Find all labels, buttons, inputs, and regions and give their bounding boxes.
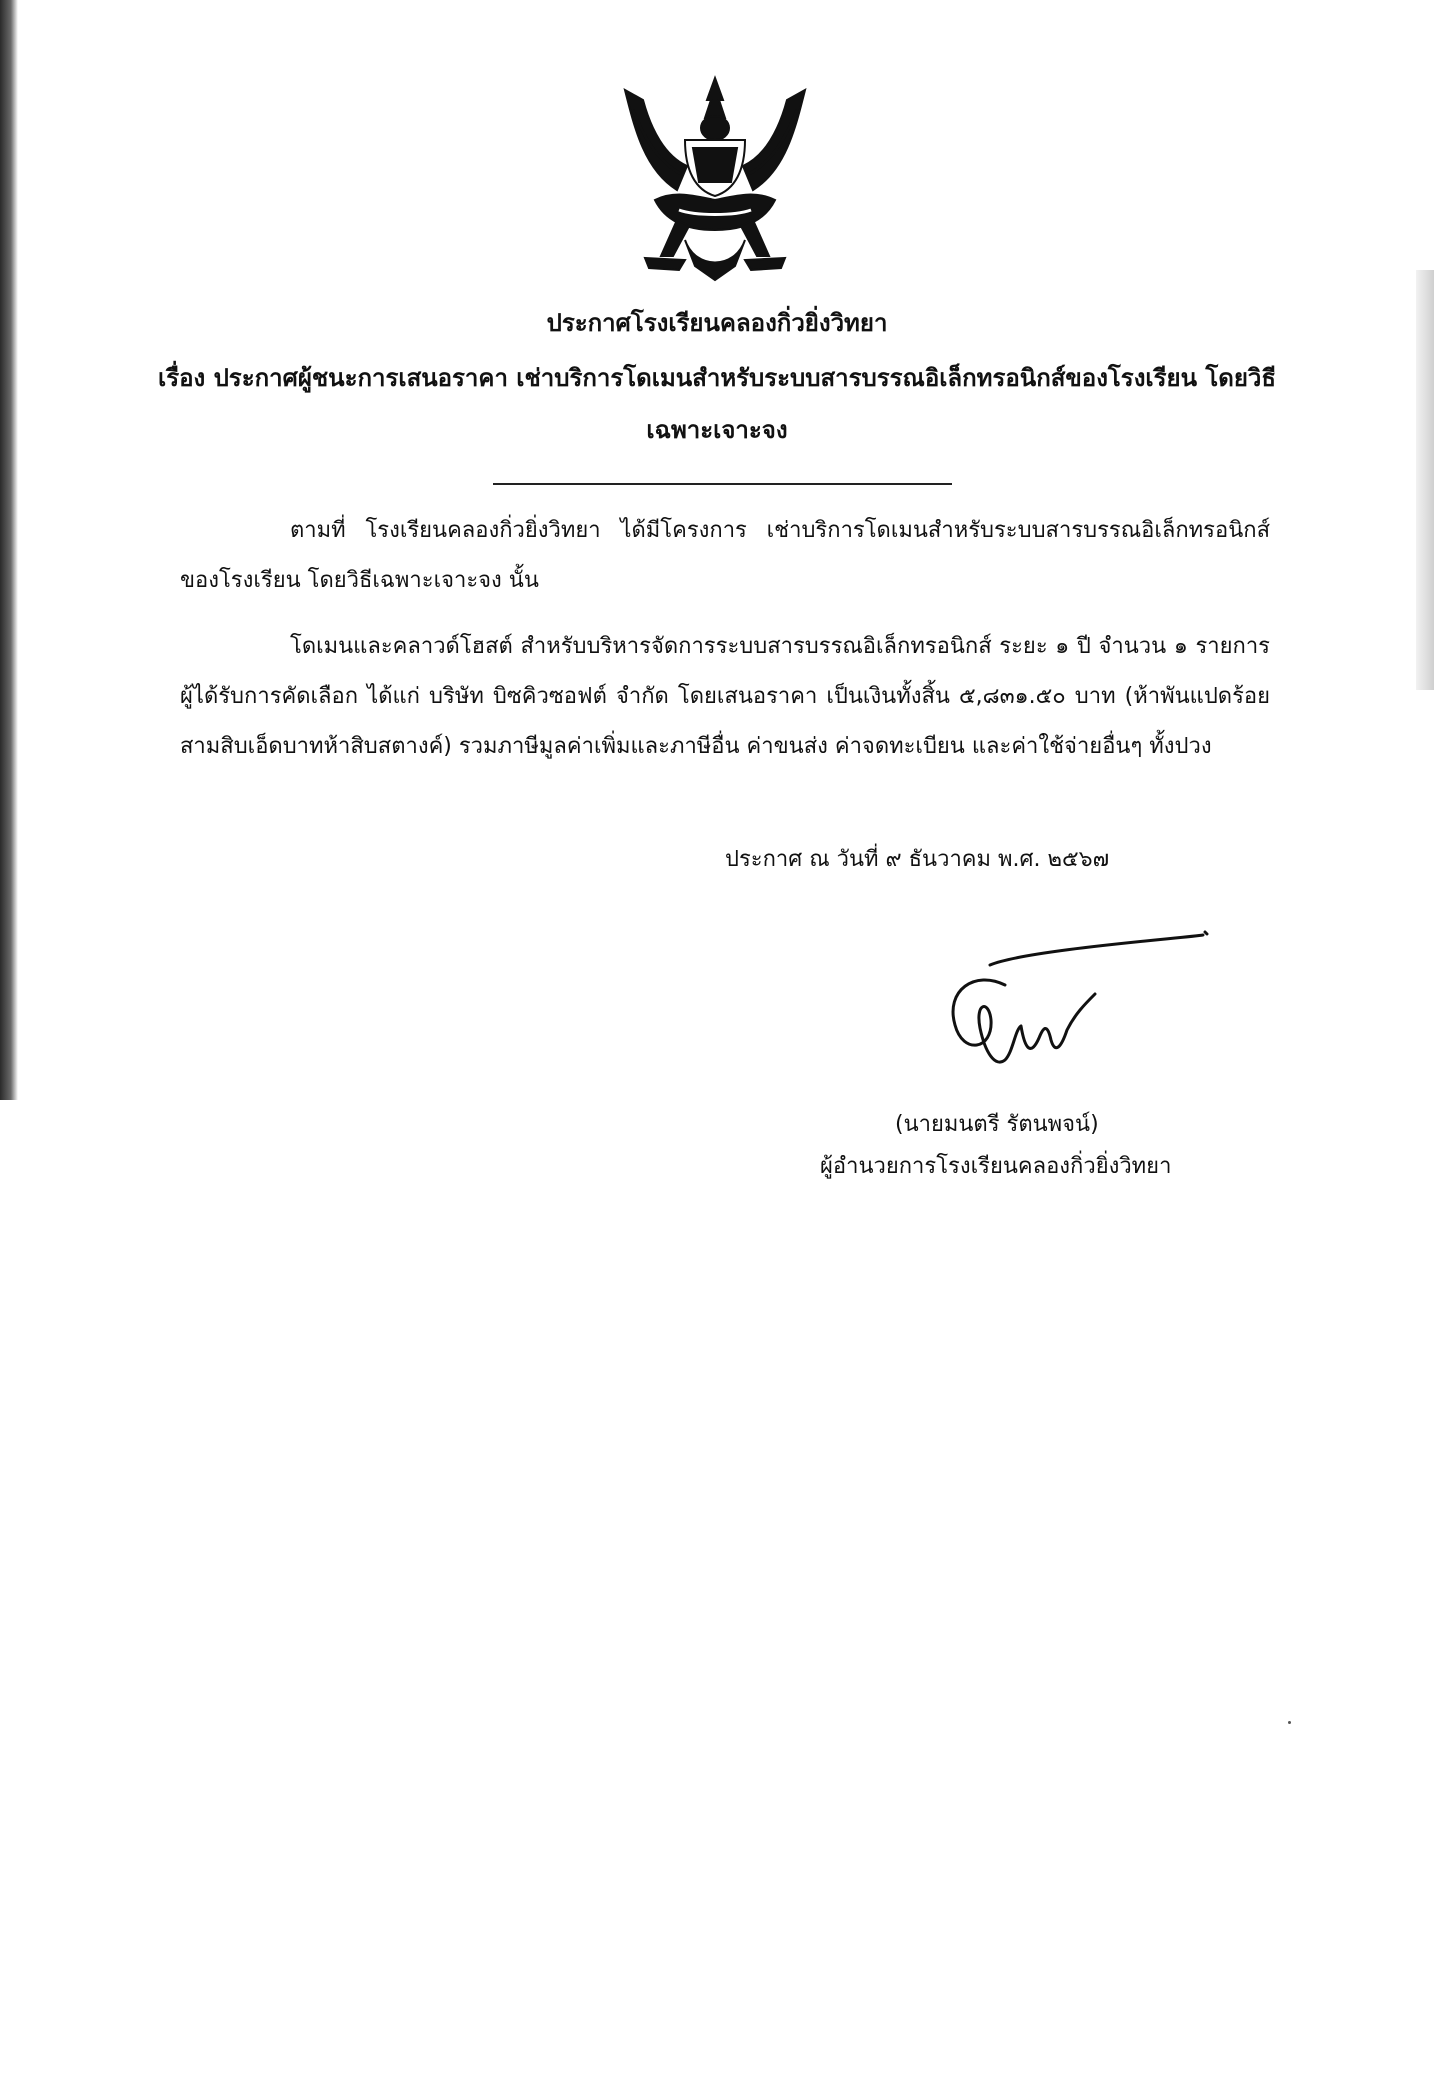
signer-name: (นายมนตรี รัตนพจน์) [895,1112,1099,1137]
handwritten-signature [935,930,1215,1090]
garuda-emblem-icon [615,70,815,290]
scan-speck [1288,1721,1291,1724]
subject-line: เรื่อง ประกาศผู้ชนะการเสนอราคา เช่าบริการโดเมนสำหรับระบบสารบรรณอิเล็กทรอนิกส์ของโรงเรียน โดยวิธี [157,364,1276,392]
announcement-date: ประกาศ ณ วันที่ ๙ ธันวาคม พ.ศ. ๒๕๖๗ [725,847,1110,872]
subject-line-continued: เฉพาะเจาะจง [646,416,788,444]
scan-left-edge-shadow [0,0,18,1100]
signer-position: ผู้อำนวยการโรงเรียนคลองกิ่วยิ่งวิทยา [820,1154,1172,1179]
body-paragraph-1: ตามที่ โรงเรียนคลองกิ่วยิ่งวิทยา ได้มีโครงการ เช่าบริการโดเมนสำหรับระบบสารบรรณอิเล็กทรอนิกส์ของโรงเรียน โดยวิธีเฉพาะเจาะจง นั้น [180,518,1270,593]
body-paragraph-2: โดเมนและคลาวด์โฮสต์ สำหรับบริหารจัดการระบบสารบรรณอิเล็กทรอนิกส์ ระยะ ๑ ปี จำนวน ๑ รายการ ผู้ได้รับการคัดเลือก ได้แก่ บริษัท บิซคิวซอฟต์ จำกัด โดยเสนอราคา เป็นเงินทั้งสิ้น ๕,๘๓๑.๕๐ บาท (ห้าพันแปดร้อยสามสิบเอ็ดบาทห้าสิบสตางค์) รวมภาษีมูลค่าเพิ่มและภาษีอื่น ค่าขนส่ง ค่าจดทะเบียน และค่าใช้จ่ายอื่นๆ ทั้งปวง [180,634,1270,759]
announcement-title: ประกาศโรงเรียนคลองกิ่วยิ่งวิทยา [546,309,888,337]
title-divider [493,483,952,485]
